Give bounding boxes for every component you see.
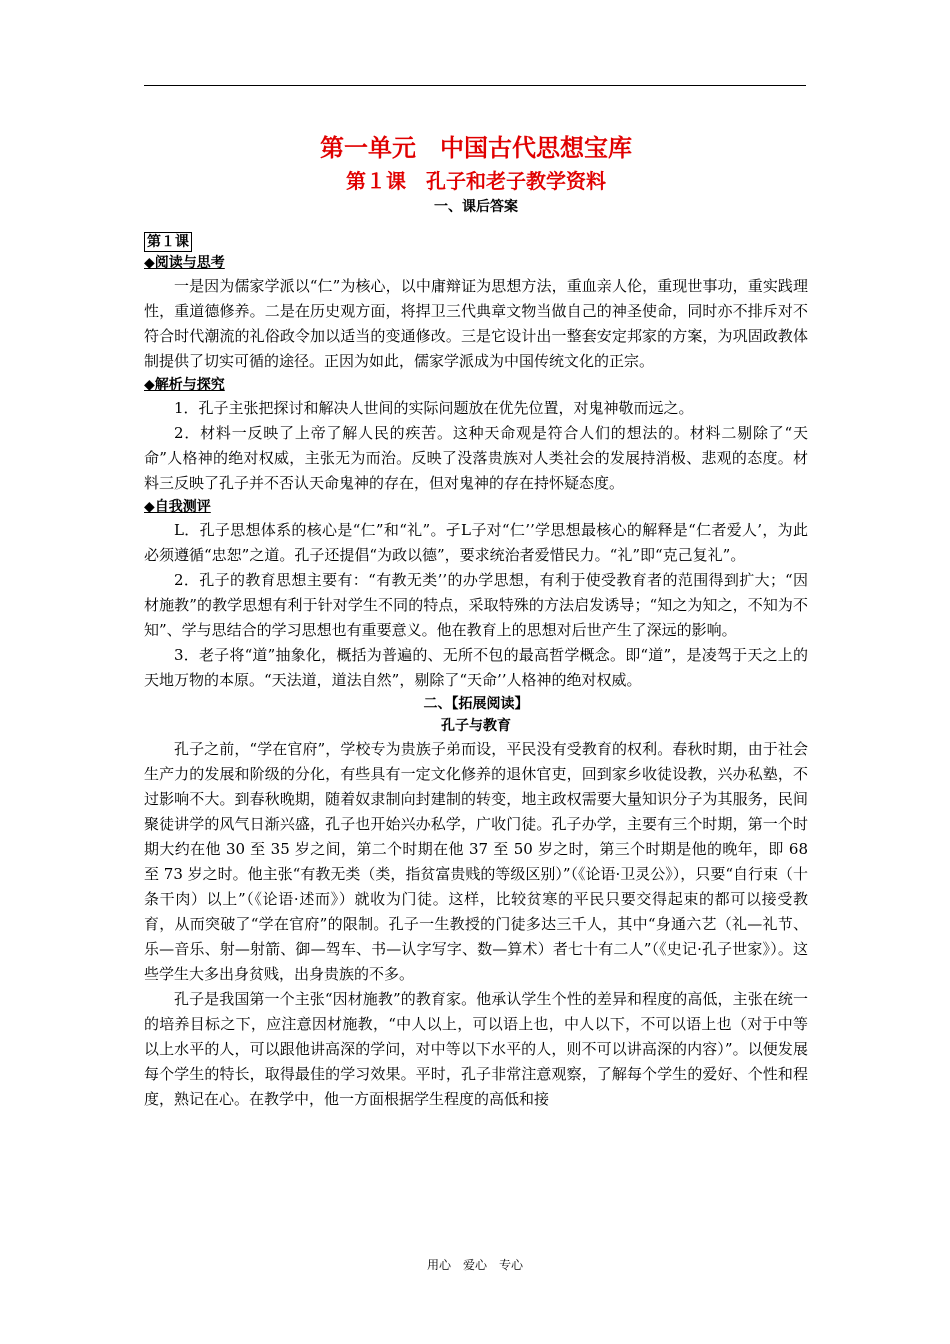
reading-heading: ◆阅读与思考 bbox=[144, 255, 225, 271]
document-body bbox=[144, 130, 808, 1112]
lesson-tag: 第１课 bbox=[144, 232, 192, 252]
unit-title: 第一单元 中国古代思想宝库 bbox=[320, 133, 632, 162]
header-rule bbox=[144, 85, 806, 86]
analysis-paragraph-1: 1．孔子主张把探讨和解决人世间的实际问题放在优先位置，对鬼神敬而远之。 bbox=[174, 399, 694, 417]
self-test-paragraph-3: 3．老子将“道”抽象化，概括为普遍的、无所不包的最高哲学概念。即“道”，是凌驾于天之上的天地万物的本原。“天法道，道法自然”，剔除了“天命’’人格神的绝对权威。 bbox=[144, 646, 808, 689]
reading-paragraph: 一是因为儒家学派以“仁”为核心，以中庸辩证为思想方法，重血亲人伦，重现世事功，重实践理性，重道德修养。二是在历史观方面，将捍卫三代典章文物当做自己的神圣使命，同时亦不排斥对不符合时代潮流的礼俗政令加以适当的变通修改。三是它设计出一整套安定邦家的方案，为巩固政教体制提供了切实可循的途径。正因为如此，儒家学派成为中国传统文化的正宗。 bbox=[144, 277, 808, 370]
article-title: 孔子与教育 bbox=[441, 718, 511, 734]
analysis-heading: ◆解析与探究 bbox=[144, 377, 225, 393]
lesson-title: 第１课 孔子和老子教学资料 bbox=[346, 169, 606, 193]
article-paragraph-1: 孔子之前，“学在官府”，学校专为贵族子弟而设，平民没有受教育的权利。春秋时期，由于社会生产力的发展和阶级的分化，有些具有一定文化修养的退休官吏，回到家乡收徒设教，兴办私塾，不过影响不大。到春秋晚期，随着奴隶制向封建制的转变，地主政权需要大量知识分子为其服务，民间聚徒讲学的风气日渐兴盛，孔子也开始兴办私学，广收门徒。孔子办学，主要有三个时期，第一个时期大约在他 30 至 35 岁之间，第二个时期在他 37 至 50 岁之时，第三个时期是他的晚年，即 68 至 73 岁之时。他主张“有教无类（类，指贫富贵贱的等级区别）”（《论语·卫灵公》），只要“自行束（十条干肉）以上”（《论语·述而》）就收为门徒。这样，比较贫寒的平民只要交得起束的都可以接受教育，从而突破了“学在官府”的限制。孔子一生教授的门徒多达三千人，其中“身通六艺（礼—礼节、乐—音乐、射—射箭、御—驾车、书—认字写字、数—算术）者七十有二人”（《史记·孔子世家》）。这些学生大多出身贫贱，出身贵族的不多。 bbox=[144, 740, 808, 983]
self-test-paragraph-1: L．孔子思想体系的核心是“仁”和“礼”。孑L子对“仁’’学思想最核心的解释是“仁者爱人’，为此必须遵循“忠恕”之道。孔子还提倡“为政以德”，要求统治者爱惜民力。“礼”即“克己复礼”。 bbox=[144, 521, 808, 564]
self-test-paragraph-2: 2．孔子的教育思想主要有：“有教无类’’的办学思想，有利于使受教育者的范围得到扩大；“因材施教”的教学思想有利于针对学生不同的特点，采取特殊的方法启发诱导；“知之为知之，不知为不知”、学与思结合的学习思想也有重要意义。他在教育上的思想对后世产生了深远的影响。 bbox=[144, 571, 808, 639]
page-footer: 用心 爱心 专心 bbox=[426, 1258, 523, 1272]
section-heading-extended-reading: 二、【拓展阅读】 bbox=[423, 696, 529, 712]
analysis-paragraph-2: 2．材料一反映了上帝了解人民的疾苦。这种天命观是符合人们的想法的。材料二剔除了“天命”人格神的绝对权威，主张无为而治。反映了没落贵族对人类社会的发展持消极、悲观的态度。材料三反映了孔子并不否认天命鬼神的存在，但对鬼神的存在持怀疑态度。 bbox=[144, 424, 808, 492]
article-paragraph-2: 孔子是我国第一个主张“因材施教”的教育家。他承认学生个性的差异和程度的高低，主张在统一的培养目标之下，应注意因材施教，“中人以上，可以语上也，中人以下，不可以语上也（对于中等以上水平的人，可以跟他讲高深的学问，对中等以下水平的人，则不可以讲高深的内容）”。以便发展每个学生的特长，取得最佳的学习效果。平时，孔子非常注意观察，了解每个学生的爱好、个性和程度，熟记在心。在教学中，他一方面根据学生程度的高低和接 bbox=[144, 990, 808, 1108]
section-heading-answers: 一、课后答案 bbox=[434, 199, 518, 215]
self-test-heading: ◆自我测评 bbox=[144, 499, 211, 515]
